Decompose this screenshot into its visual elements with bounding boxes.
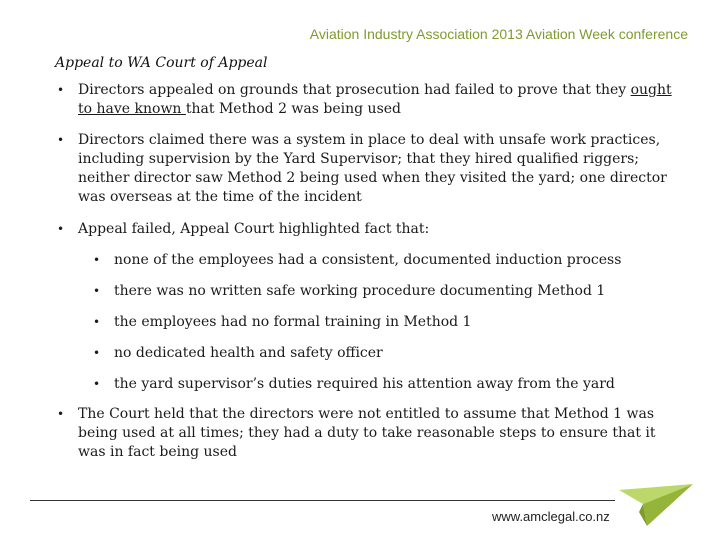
bullet-grounds-underlined: ought to have known (78, 82, 672, 117)
sub-bullet (91, 251, 675, 270)
sub-bullet-text: no dedicated health and safety officer (114, 345, 383, 361)
bullet-system-claim (55, 131, 675, 207)
bullet-grounds (55, 81, 675, 119)
bullet-appeal-failed (55, 220, 675, 239)
sub-bullet (91, 375, 675, 394)
bullet-grounds-text-end: that Method 2 was being used (185, 101, 401, 117)
bullet-dot: • (93, 253, 101, 267)
bullet-grounds-text-start: Directors appealed on grounds that prosecution had failed to prove that they (78, 82, 631, 98)
bullet-dot: • (57, 133, 65, 147)
bullet-dot: • (93, 284, 101, 298)
bullet-list (55, 81, 675, 462)
sub-bullet-text: the yard supervisor’s duties required his attention away from the yard (114, 376, 615, 392)
sub-bullet-text: none of the employees had a consistent, documented induction process (114, 252, 622, 268)
bullet-dot: • (57, 222, 65, 236)
bullet-court-held (55, 405, 675, 462)
bullet-dot: • (57, 407, 65, 421)
bullet-dot: • (93, 377, 101, 391)
sub-bullet-text: the employees had no formal training in Method 1 (114, 314, 472, 330)
footer-website: www.amclegal.co.nz (492, 509, 610, 524)
bullet-dot: • (93, 346, 101, 360)
sub-bullet-text: there was no written safe working procedure documenting Method 1 (114, 283, 606, 299)
conference-header: Aviation Industry Association 2013 Aviation Week conference (309, 26, 688, 42)
bullet-system-claim-text: Directors claimed there was a system in place to deal with unsafe work practices, including supervision by the Yard Supervisor; that they hired qualified riggers; neither director saw Method 2 being used when they visited the yard; one director was overseas at the time of the incident (78, 132, 667, 205)
sub-bullet (91, 344, 675, 363)
sub-bullet (91, 313, 675, 332)
paper-plane-logo-icon (617, 482, 695, 528)
bullet-court-held-text: The Court held that the directors were not entitled to assume that Method 1 was being used at all times; they had a duty to take reasonable steps to ensure that it was in fact being used (78, 406, 656, 460)
footer-divider (30, 500, 615, 501)
bullet-dot: • (93, 315, 101, 329)
sub-bullet (91, 282, 675, 301)
bullet-dot: • (57, 83, 65, 97)
bullet-appeal-failed-text: Appeal failed, Appeal Court highlighted fact that: (78, 221, 430, 237)
slide-title: Appeal to WA Court of Appeal (55, 55, 268, 71)
